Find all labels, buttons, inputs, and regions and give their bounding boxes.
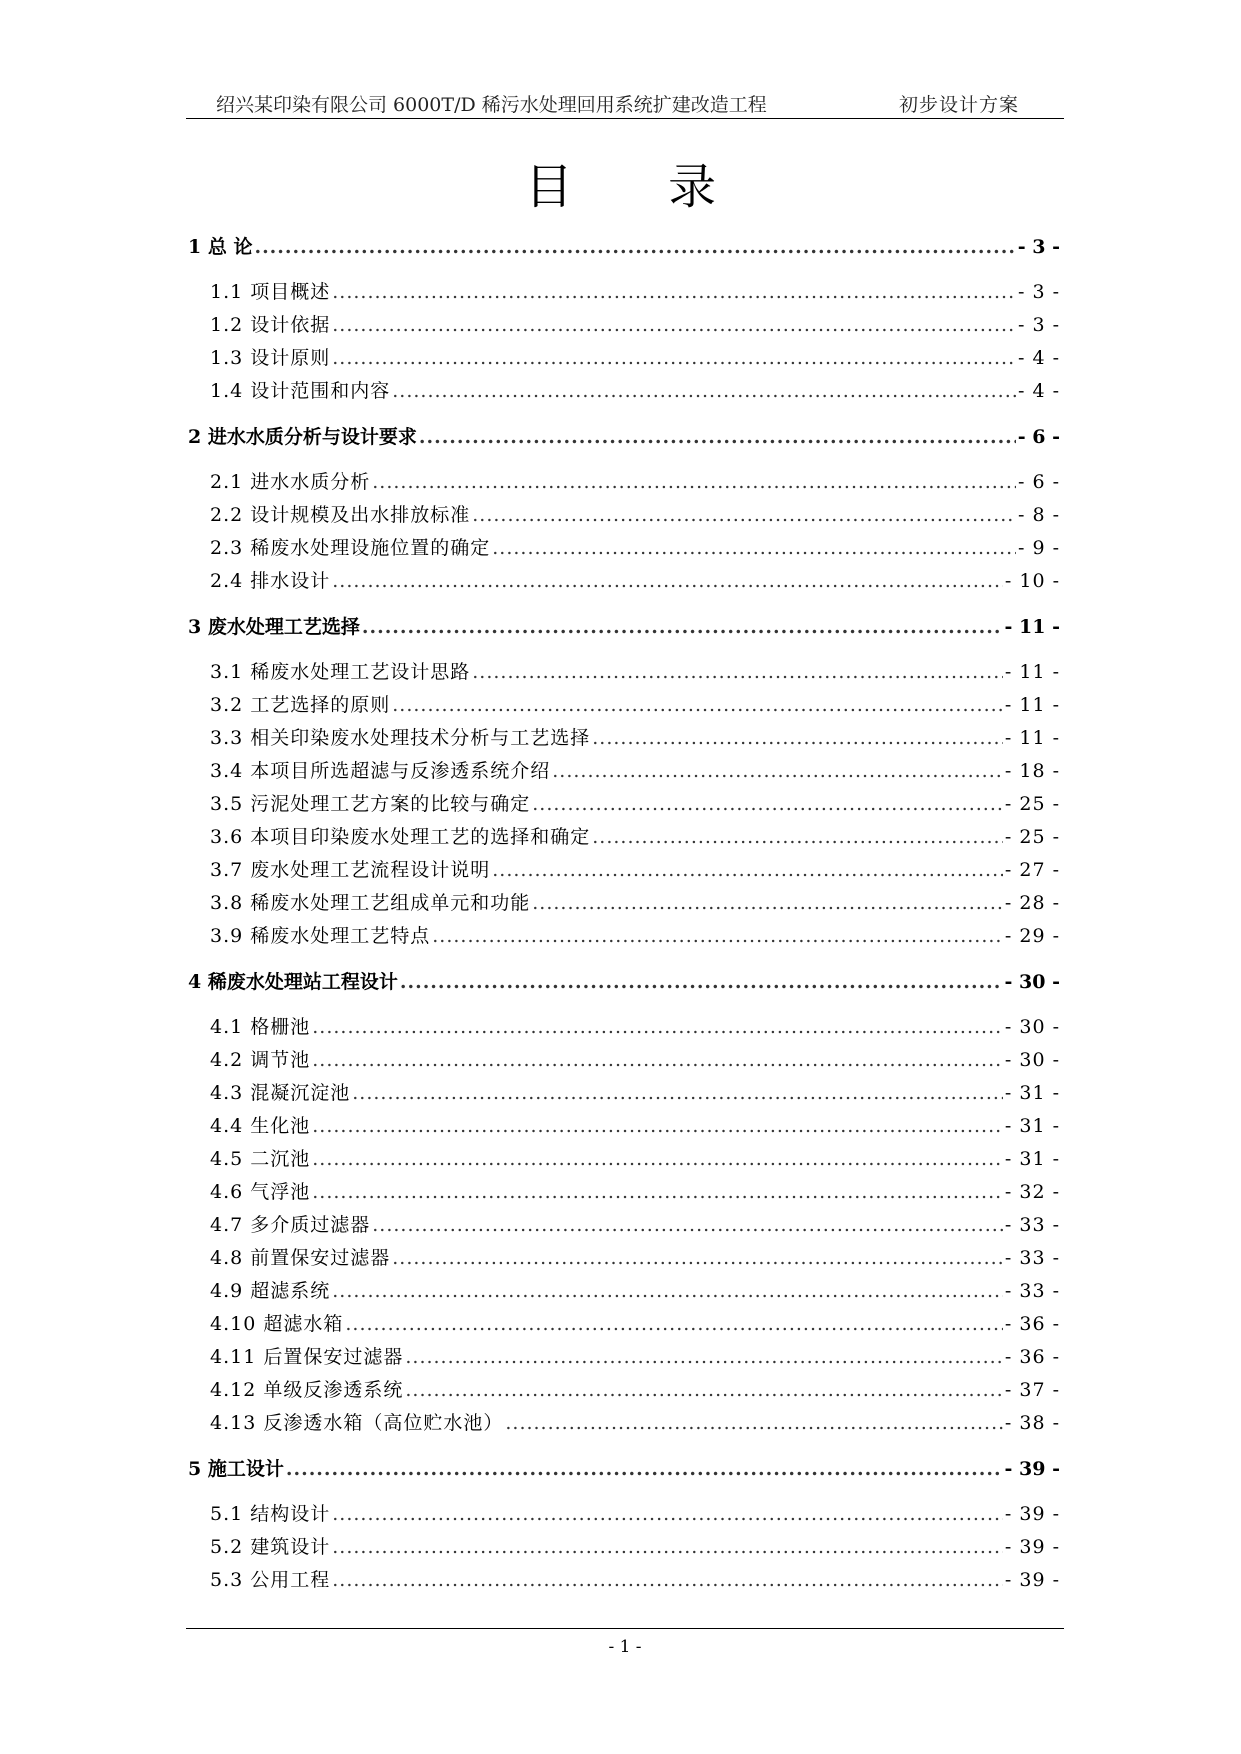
toc-dot-leader [372,1209,1003,1242]
toc-dot-leader [332,309,1016,342]
toc-dot-leader [372,466,1016,499]
toc-entry-row [188,342,1060,375]
toc-dot-leader [312,1176,1003,1209]
toc-entry-page-number: - 36 - [1004,1346,1060,1368]
toc-entry-label: 4.3 混凝沉淀池 [210,1082,351,1104]
toc-section-entry[interactable] [188,854,1060,887]
toc-entry-page-number: - 31 - [1004,1115,1060,1137]
toc-entry-label: 4.7 多介质过滤器 [210,1214,371,1236]
toc-entry-page-number: - 39 - [1004,1569,1060,1591]
toc-section-entry[interactable] [188,1077,1060,1110]
toc-entry-label: 3.4 本项目所选超滤与反渗透系统介绍 [210,760,551,782]
toc-entry-page-number: - 4 - [1017,380,1060,402]
toc-section-entry[interactable] [188,466,1060,499]
toc-entry-label: 3.8 稀废水处理工艺组成单元和功能 [210,892,531,914]
toc-section-entry[interactable] [188,1110,1060,1143]
toc-dot-leader [472,499,1016,532]
toc-entry-page-number: - 3 - [1017,281,1060,303]
toc-chapter-entry[interactable] [188,1452,1060,1486]
toc-entry-label: 4.8 前置保安过滤器 [210,1247,391,1269]
toc-section-entry[interactable] [188,1374,1060,1407]
toc-entry-label: 3.1 稀废水处理工艺设计思路 [210,661,471,683]
toc-entry-page-number: - 31 - [1004,1082,1060,1104]
toc-entry-row [188,610,1060,644]
toc-dot-leader [332,342,1016,375]
toc-entry-page-number: - 30 - [1004,1016,1060,1038]
toc-entry-row [188,1110,1060,1143]
toc-section-entry[interactable] [188,1242,1060,1275]
toc-entry-row [188,1176,1060,1209]
toc-entry-row [188,532,1060,565]
toc-entry-page-number: - 11 - [1004,616,1060,638]
toc-entry-page-number: - 33 - [1004,1280,1060,1302]
toc-entry-page-number: - 30 - [1004,971,1060,993]
toc-entry-row [188,309,1060,342]
toc-entry-label: 2.3 稀废水处理设施位置的确定 [210,537,491,559]
toc-entry-row [188,1077,1060,1110]
toc-section-entry[interactable] [188,689,1060,722]
toc-section-entry[interactable] [188,1308,1060,1341]
table-of-contents [188,230,1060,1597]
toc-entry-label: 5.3 公用工程 [210,1569,331,1591]
toc-entry-label: 3 废水处理工艺选择 [188,616,360,638]
toc-entry-page-number: - 33 - [1004,1214,1060,1236]
toc-entry-row [188,887,1060,920]
toc-dot-leader [405,1341,1003,1374]
toc-entry-label: 1.1 项目概述 [210,281,331,303]
toc-entry-page-number: - 39 - [1004,1503,1060,1525]
toc-entry-row [188,821,1060,854]
toc-entry-label: 2 进水水质分析与设计要求 [188,426,417,448]
toc-entry-row [188,1242,1060,1275]
toc-entry-row [188,854,1060,887]
toc-section-entry[interactable] [188,887,1060,920]
toc-dot-leader [505,1407,1003,1440]
toc-entry-page-number: - 18 - [1004,760,1060,782]
toc-entry-label: 4.4 生化池 [210,1115,311,1137]
toc-chapter-entry[interactable] [188,420,1060,454]
toc-entry-row [188,920,1060,953]
toc-section-entry[interactable] [188,565,1060,598]
toc-entry-label: 1 总 论 [188,236,253,258]
toc-section-entry[interactable] [188,788,1060,821]
toc-dot-leader [362,610,1003,644]
toc-dot-leader [254,230,1015,264]
toc-entry-label: 3.5 污泥处理工艺方案的比较与确定 [210,793,531,815]
toc-entry-row [188,499,1060,532]
toc-entry-label: 4.11 后置保安过滤器 [210,1346,404,1368]
page-header [186,86,1064,119]
toc-entry-label: 4.13 反渗透水箱（高位贮水池） [210,1412,504,1434]
toc-dot-leader [472,656,1003,689]
toc-section-entry[interactable] [188,276,1060,309]
toc-section-entry[interactable] [188,1143,1060,1176]
toc-entry-label: 4.12 单级反渗透系统 [210,1379,404,1401]
toc-entry-page-number: - 36 - [1004,1313,1060,1335]
toc-entry-page-number: - 32 - [1004,1181,1060,1203]
toc-entry-row [188,1011,1060,1044]
toc-entry-row [188,722,1060,755]
toc-entry-label: 1.3 设计原则 [210,347,331,369]
toc-entry-label: 3.3 相关印染废水处理技术分析与工艺选择 [210,727,591,749]
toc-entry-page-number: - 8 - [1017,504,1060,526]
toc-entry-label: 2.4 排水设计 [210,570,331,592]
toc-dot-leader [352,1077,1003,1110]
toc-chapter-entry[interactable] [188,965,1060,999]
toc-dot-leader [286,1452,1003,1486]
toc-dot-leader [345,1308,1003,1341]
toc-entry-row [188,1452,1060,1486]
toc-entry-label: 5.2 建筑设计 [210,1536,331,1558]
toc-section-entry[interactable] [188,1564,1060,1597]
toc-dot-leader [392,689,1003,722]
header-document-type: 初步设计方案 [898,94,1019,116]
toc-chapter-entry[interactable] [188,230,1060,264]
toc-section-entry[interactable] [188,722,1060,755]
toc-entry-label: 4.6 气浮池 [210,1181,311,1203]
toc-entry-label: 5 施工设计 [188,1458,284,1480]
toc-dot-leader [332,1564,1003,1597]
toc-dot-leader [405,1374,1003,1407]
toc-entry-row [188,788,1060,821]
toc-dot-leader [312,1011,1003,1044]
toc-section-entry[interactable] [188,1044,1060,1077]
header-project-title: 绍兴某印染有限公司 6000T/D 稀污水处理回用系统扩建改造工程 [216,94,767,116]
toc-entry-row [188,230,1060,264]
toc-title: 目 录 [524,159,757,215]
toc-entry-page-number: - 6 - [1017,426,1060,448]
toc-entry-page-number: - 33 - [1004,1247,1060,1269]
toc-section-entry[interactable] [188,375,1060,408]
toc-entry-page-number: - 6 - [1017,471,1060,493]
toc-entry-label: 4 稀废水处理站工程设计 [188,971,398,993]
toc-entry-label: 2.2 设计规模及出水排放标准 [210,504,471,526]
toc-dot-leader [332,276,1016,309]
toc-dot-leader [392,375,1016,408]
toc-entry-page-number: - 37 - [1004,1379,1060,1401]
toc-dot-leader [400,965,1003,999]
page-footer [186,1628,1064,1657]
toc-entry-row [188,656,1060,689]
toc-entry-page-number: - 3 - [1017,314,1060,336]
toc-dot-leader [312,1044,1003,1077]
toc-entry-row [188,420,1060,454]
toc-dot-leader [492,532,1016,565]
toc-entry-page-number: - 11 - [1004,661,1060,683]
toc-dot-leader [532,887,1003,920]
toc-entry-label: 5.1 结构设计 [210,1503,331,1525]
toc-dot-leader [552,755,1003,788]
toc-section-entry[interactable] [188,1407,1060,1440]
toc-entry-row [188,1498,1060,1531]
toc-dot-leader [432,920,1003,953]
toc-section-entry[interactable] [188,499,1060,532]
toc-section-entry[interactable] [188,1531,1060,1564]
toc-entry-label: 3.2 工艺选择的原则 [210,694,391,716]
toc-entry-row [188,1308,1060,1341]
toc-entry-row [188,1143,1060,1176]
toc-entry-row [188,1341,1060,1374]
toc-section-entry[interactable] [188,1275,1060,1308]
toc-entry-label: 2.1 进水水质分析 [210,471,371,493]
toc-section-entry[interactable] [188,920,1060,953]
toc-entry-page-number: - 29 - [1004,925,1060,947]
toc-entry-page-number: - 9 - [1017,537,1060,559]
toc-entry-page-number: - 25 - [1004,793,1060,815]
toc-dot-leader [332,1498,1003,1531]
toc-entry-page-number: - 11 - [1004,694,1060,716]
toc-entry-page-number: - 39 - [1004,1536,1060,1558]
toc-section-entry[interactable] [188,1498,1060,1531]
toc-section-entry[interactable] [188,821,1060,854]
toc-entry-page-number: - 4 - [1017,347,1060,369]
toc-section-entry[interactable] [188,309,1060,342]
toc-section-entry[interactable] [188,1341,1060,1374]
toc-section-entry[interactable] [188,342,1060,375]
toc-entry-page-number: - 27 - [1004,859,1060,881]
toc-entry-row [188,1209,1060,1242]
toc-entry-page-number: - 38 - [1004,1412,1060,1434]
toc-entry-label: 4.10 超滤水箱 [210,1313,344,1335]
toc-entry-page-number: - 30 - [1004,1049,1060,1071]
toc-section-entry[interactable] [188,532,1060,565]
toc-section-entry[interactable] [188,1176,1060,1209]
toc-entry-page-number: - 39 - [1004,1458,1060,1480]
toc-entry-row [188,1374,1060,1407]
toc-entry-page-number: - 25 - [1004,826,1060,848]
toc-dot-leader [419,420,1016,454]
toc-entry-row [188,1044,1060,1077]
toc-dot-leader [312,1143,1003,1176]
toc-entry-page-number: - 3 - [1017,236,1060,258]
toc-entry-label: 1.4 设计范围和内容 [210,380,391,402]
toc-entry-page-number: - 31 - [1004,1148,1060,1170]
toc-entry-row [188,565,1060,598]
toc-dot-leader [332,565,1003,598]
toc-entry-label: 1.2 设计依据 [210,314,331,336]
toc-entry-row [188,1564,1060,1597]
toc-entry-row [188,965,1060,999]
toc-dot-leader [392,1242,1003,1275]
toc-section-entry[interactable] [188,755,1060,788]
toc-section-entry[interactable] [188,1209,1060,1242]
toc-entry-row [188,1275,1060,1308]
toc-entry-label: 4.5 二沉池 [210,1148,311,1170]
toc-entry-page-number: - 11 - [1004,727,1060,749]
toc-dot-leader [332,1275,1003,1308]
toc-entry-label: 4.9 超滤系统 [210,1280,331,1302]
toc-entry-row [188,276,1060,309]
toc-dot-leader [592,821,1003,854]
toc-entry-row [188,375,1060,408]
toc-entry-label: 4.2 调节池 [210,1049,311,1071]
toc-entry-label: 3.9 稀废水处理工艺特点 [210,925,431,947]
toc-entry-label: 3.7 废水处理工艺流程设计说明 [210,859,491,881]
toc-dot-leader [592,722,1003,755]
toc-dot-leader [492,854,1003,887]
toc-section-entry[interactable] [188,1011,1060,1044]
toc-entry-label: 4.1 格栅池 [210,1016,311,1038]
toc-chapter-entry[interactable] [188,610,1060,644]
toc-section-entry[interactable] [188,656,1060,689]
toc-entry-label: 3.6 本项目印染废水处理工艺的选择和确定 [210,826,591,848]
toc-entry-page-number: - 10 - [1004,570,1060,592]
toc-entry-page-number: - 28 - [1004,892,1060,914]
toc-entry-row [188,466,1060,499]
footer-page-number: - 1 - [608,1637,642,1657]
toc-entry-row [188,755,1060,788]
toc-entry-row [188,689,1060,722]
toc-dot-leader [532,788,1003,821]
toc-entry-row [188,1407,1060,1440]
toc-dot-leader [312,1110,1003,1143]
toc-entry-row [188,1531,1060,1564]
toc-dot-leader [332,1531,1003,1564]
